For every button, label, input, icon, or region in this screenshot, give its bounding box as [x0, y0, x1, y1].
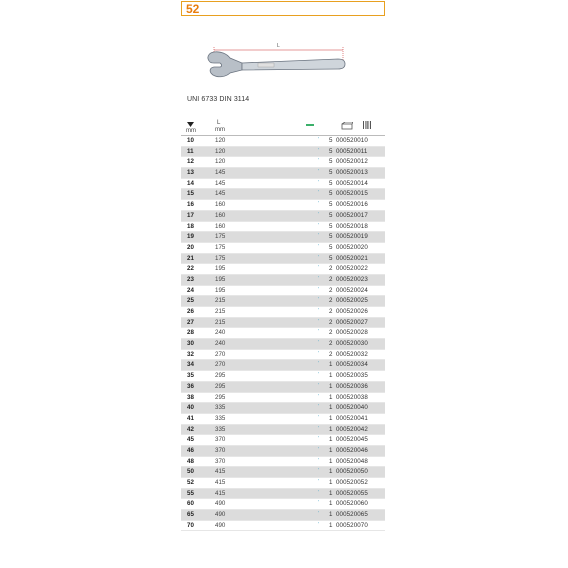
availability-tick-icon: '	[318, 158, 319, 165]
size-mm: 12	[187, 158, 194, 166]
item-code: 000520014	[336, 179, 368, 187]
table-row	[181, 446, 385, 457]
availability-tick-icon: '	[318, 372, 319, 379]
availability-tick-icon: '	[318, 308, 319, 314]
size-mm: 52	[187, 479, 194, 486]
availability-tick-icon: '	[318, 382, 319, 389]
table-row	[181, 457, 385, 468]
size-mm: 34	[187, 361, 194, 369]
availability-tick-icon: '	[318, 511, 319, 518]
table-row	[181, 286, 385, 297]
length-mm: 120	[215, 147, 226, 155]
pack-qty: 2	[329, 340, 333, 348]
item-code: 000520070	[336, 521, 368, 529]
table-row	[181, 243, 385, 254]
size-mm: 20	[187, 243, 194, 251]
length-mm: 415	[215, 479, 226, 486]
size-mm: 38	[187, 393, 194, 401]
availability-tick-icon: '	[318, 201, 319, 208]
pack-qty: 5	[329, 243, 333, 251]
size-mm: 19	[187, 233, 194, 241]
size-mm: 15	[187, 190, 194, 198]
table-row	[181, 147, 385, 158]
item-code: 000520016	[336, 201, 368, 209]
pack-qty: 1	[329, 436, 333, 444]
table-row	[181, 328, 385, 339]
item-code: 000520023	[336, 275, 368, 283]
length-mm: 370	[215, 446, 226, 454]
table-row	[181, 200, 385, 211]
size-mm: 25	[187, 297, 194, 305]
length-mm: 120	[215, 137, 226, 144]
length-label: L	[217, 120, 221, 126]
size-mm: 32	[187, 350, 194, 358]
table-row	[181, 307, 385, 318]
length-mm: 215	[215, 318, 226, 326]
size-mm: 23	[187, 275, 194, 283]
availability-tick-icon: '	[318, 489, 319, 496]
length-mm: 415	[215, 468, 226, 476]
length-mm: 270	[215, 350, 226, 358]
availability-tick-icon: '	[318, 468, 319, 475]
table-row	[181, 264, 385, 275]
size-mm: 10	[187, 137, 194, 144]
pack-qty: 1	[329, 500, 333, 508]
size-mm: 35	[187, 372, 194, 380]
item-code: 000520021	[336, 254, 368, 262]
item-code: 000520036	[336, 382, 368, 390]
item-code: 000520030	[336, 340, 368, 348]
table-row	[181, 168, 385, 179]
table-row	[181, 393, 385, 404]
length-mm: 490	[215, 511, 226, 519]
pack-qty: 2	[329, 297, 333, 305]
pack-qty: 5	[329, 179, 333, 187]
table-row	[181, 157, 385, 168]
availability-tick-icon: '	[318, 404, 319, 411]
table-row	[181, 211, 385, 222]
availability-tick-icon: '	[318, 425, 319, 432]
table-row	[181, 403, 385, 414]
table-header	[181, 119, 385, 136]
pack-qty: 5	[329, 147, 333, 155]
table-row	[181, 382, 385, 393]
pack-qty: 1	[329, 457, 333, 465]
dimension-label: L	[277, 43, 280, 49]
size-mm: 70	[187, 521, 194, 529]
pack-qty: 2	[329, 275, 333, 283]
length-mm: 415	[215, 489, 226, 497]
pack-qty: 2	[329, 265, 333, 273]
table-body	[181, 136, 385, 531]
pack-qty: 1	[329, 382, 333, 390]
length-mm: 240	[215, 340, 226, 348]
package-icon	[341, 122, 353, 130]
availability-tick-icon: '	[318, 233, 319, 240]
length-mm: 160	[215, 222, 226, 230]
length-mm: 160	[215, 211, 226, 219]
length-mm: 335	[215, 404, 226, 412]
pack-qty: 1	[329, 361, 333, 369]
table-row	[181, 435, 385, 446]
item-code: 000520038	[336, 393, 368, 401]
catalog-header-bar	[181, 1, 385, 16]
length-mm: 160	[215, 201, 226, 209]
availability-tick-icon: '	[318, 457, 319, 464]
table-row	[181, 189, 385, 200]
length-mm: 295	[215, 372, 226, 380]
table-row	[181, 499, 385, 510]
pack-qty: 1	[329, 372, 333, 380]
length-mm: 195	[215, 275, 226, 283]
length-mm: 120	[215, 158, 226, 166]
item-code: 000520010	[336, 137, 368, 144]
availability-tick-icon: '	[318, 254, 319, 261]
item-code: 000520046	[336, 446, 368, 454]
table-row	[181, 339, 385, 350]
finish-icon	[306, 123, 314, 127]
size-mm: 27	[187, 318, 194, 326]
product-number: 52	[186, 2, 200, 16]
availability-tick-icon: '	[318, 414, 319, 421]
table-row	[181, 136, 385, 147]
item-code: 000520012	[336, 158, 368, 166]
pack-qty: 2	[329, 308, 333, 315]
table-row	[181, 478, 385, 489]
size-mm: 45	[187, 436, 194, 444]
table-row	[181, 489, 385, 500]
pack-qty: 1	[329, 489, 333, 497]
item-code: 000520065	[336, 511, 368, 519]
availability-tick-icon: '	[318, 479, 319, 485]
table-row	[181, 232, 385, 243]
pack-qty: 1	[329, 414, 333, 422]
size-mm: 41	[187, 414, 194, 422]
pack-qty: 1	[329, 404, 333, 412]
item-code: 000520011	[336, 147, 368, 155]
length-mm: 145	[215, 190, 226, 198]
availability-tick-icon: '	[318, 222, 319, 229]
length-mm: 195	[215, 265, 226, 273]
size-mm: 16	[187, 201, 194, 209]
table-row	[181, 318, 385, 329]
table-row	[181, 510, 385, 521]
length-mm: 175	[215, 233, 226, 241]
pack-qty: 1	[329, 479, 333, 486]
length-mm: 240	[215, 329, 226, 337]
item-code: 000520060	[336, 500, 368, 508]
availability-tick-icon: '	[318, 446, 319, 453]
length-mm: 175	[215, 243, 226, 251]
length-mm: 295	[215, 382, 226, 390]
availability-tick-icon: '	[318, 500, 319, 507]
table-row	[181, 414, 385, 425]
availability-tick-icon: '	[318, 329, 319, 336]
size-mm: 28	[187, 329, 194, 337]
pack-qty: 5	[329, 201, 333, 209]
size-mm: 65	[187, 511, 194, 519]
pack-qty: 5	[329, 158, 333, 166]
size-mm: 48	[187, 457, 194, 465]
size-mm: 60	[187, 500, 194, 508]
item-code: 000520019	[336, 233, 368, 241]
pack-qty: 1	[329, 446, 333, 454]
availability-tick-icon: '	[318, 169, 319, 176]
length-mm: 490	[215, 521, 226, 529]
size-mm: 24	[187, 286, 194, 294]
availability-tick-icon: '	[318, 179, 319, 186]
length-mm: 335	[215, 425, 226, 433]
pack-qty: 5	[329, 137, 333, 144]
availability-tick-icon: '	[318, 211, 319, 218]
size-mm: 46	[187, 446, 194, 454]
item-code: 000520027	[336, 318, 368, 326]
availability-tick-icon: '	[318, 350, 319, 357]
size-table	[181, 119, 385, 531]
item-code: 000520035	[336, 372, 368, 380]
length-mm: 295	[215, 393, 226, 401]
pack-qty: 1	[329, 468, 333, 476]
pack-qty: 5	[329, 254, 333, 262]
pack-qty: 2	[329, 286, 333, 294]
table-row	[181, 371, 385, 382]
size-mm: 30	[187, 340, 194, 348]
availability-tick-icon: '	[318, 147, 319, 154]
size-mm: 42	[187, 425, 194, 433]
availability-tick-icon: '	[318, 286, 319, 293]
table-row	[181, 179, 385, 190]
length-mm: 370	[215, 436, 226, 444]
table-row	[181, 425, 385, 436]
pack-qty: 5	[329, 169, 333, 177]
length-mm: 175	[215, 254, 226, 262]
pack-qty: 1	[329, 425, 333, 433]
length-mm: 215	[215, 297, 226, 305]
item-code: 000520041	[336, 414, 368, 422]
item-code: 000520020	[336, 243, 368, 251]
pack-qty: 1	[329, 511, 333, 519]
length-mm: 335	[215, 414, 226, 422]
length-mm: 145	[215, 169, 226, 177]
item-code: 000520022	[336, 265, 368, 273]
pack-qty: 5	[329, 222, 333, 230]
item-code: 000520028	[336, 329, 368, 337]
item-code: 000520026	[336, 308, 368, 315]
size-mm: 50	[187, 468, 194, 476]
item-code: 000520045	[336, 436, 368, 444]
size-mm: 18	[187, 222, 194, 230]
item-code: 000520015	[336, 190, 368, 198]
pack-qty: 1	[329, 521, 333, 529]
item-code: 000520024	[336, 286, 368, 294]
size-mm: 14	[187, 179, 194, 187]
availability-tick-icon: '	[318, 275, 319, 282]
availability-tick-icon: '	[318, 137, 319, 143]
pack-qty: 1	[329, 393, 333, 401]
length-mm: 195	[215, 286, 226, 294]
length-mm: 215	[215, 308, 226, 315]
pack-qty: 5	[329, 190, 333, 198]
item-code: 000520042	[336, 425, 368, 433]
availability-tick-icon: '	[318, 521, 319, 528]
item-code: 000520013	[336, 169, 368, 177]
table-row	[181, 521, 385, 532]
item-code: 000520055	[336, 489, 368, 497]
size-mm: 22	[187, 265, 194, 273]
table-row	[181, 296, 385, 307]
size-mm: 21	[187, 254, 194, 262]
pack-qty: 5	[329, 233, 333, 241]
item-code: 000520025	[336, 297, 368, 305]
size-mm: 11	[187, 147, 194, 155]
availability-tick-icon: '	[318, 393, 319, 400]
size-mm: 36	[187, 382, 194, 390]
length-mm: 270	[215, 361, 226, 369]
length-mm: 490	[215, 500, 226, 508]
pack-qty: 2	[329, 350, 333, 358]
table-row	[181, 467, 385, 478]
item-code: 000520040	[336, 404, 368, 412]
length-unit-label: mm	[215, 127, 225, 133]
availability-tick-icon: '	[318, 361, 319, 368]
item-code: 000520034	[336, 361, 368, 369]
size-mm: 26	[187, 308, 194, 315]
mm-unit-label: mm	[186, 128, 196, 134]
availability-tick-icon: '	[318, 243, 319, 250]
item-code: 000520052	[336, 479, 368, 486]
availability-tick-icon: '	[318, 190, 319, 197]
item-code: 000520017	[336, 211, 368, 219]
item-code: 000520048	[336, 457, 368, 465]
availability-tick-icon: '	[318, 297, 319, 304]
pack-qty: 2	[329, 318, 333, 326]
pack-qty: 2	[329, 329, 333, 337]
table-row	[181, 360, 385, 371]
table-row	[181, 222, 385, 233]
item-code: 000520018	[336, 222, 368, 230]
barcode-icon	[362, 120, 372, 130]
table-row	[181, 350, 385, 361]
wrench-illustration	[200, 40, 350, 80]
wrench-size-icon	[186, 121, 195, 128]
availability-tick-icon: '	[318, 265, 319, 272]
item-code: 000520032	[336, 350, 368, 358]
length-mm: 145	[215, 179, 226, 187]
table-row	[181, 275, 385, 286]
size-mm: 17	[187, 211, 194, 219]
size-mm: 55	[187, 489, 194, 497]
availability-tick-icon: '	[318, 436, 319, 443]
table-row	[181, 254, 385, 265]
availability-tick-icon: '	[318, 318, 319, 325]
size-mm: 40	[187, 404, 194, 412]
pack-qty: 5	[329, 211, 333, 219]
size-mm: 13	[187, 169, 194, 177]
length-mm: 370	[215, 457, 226, 465]
availability-tick-icon: '	[318, 340, 319, 347]
item-code: 000520050	[336, 468, 368, 476]
standard-label: UNI 6733 DIN 3114	[187, 96, 250, 103]
